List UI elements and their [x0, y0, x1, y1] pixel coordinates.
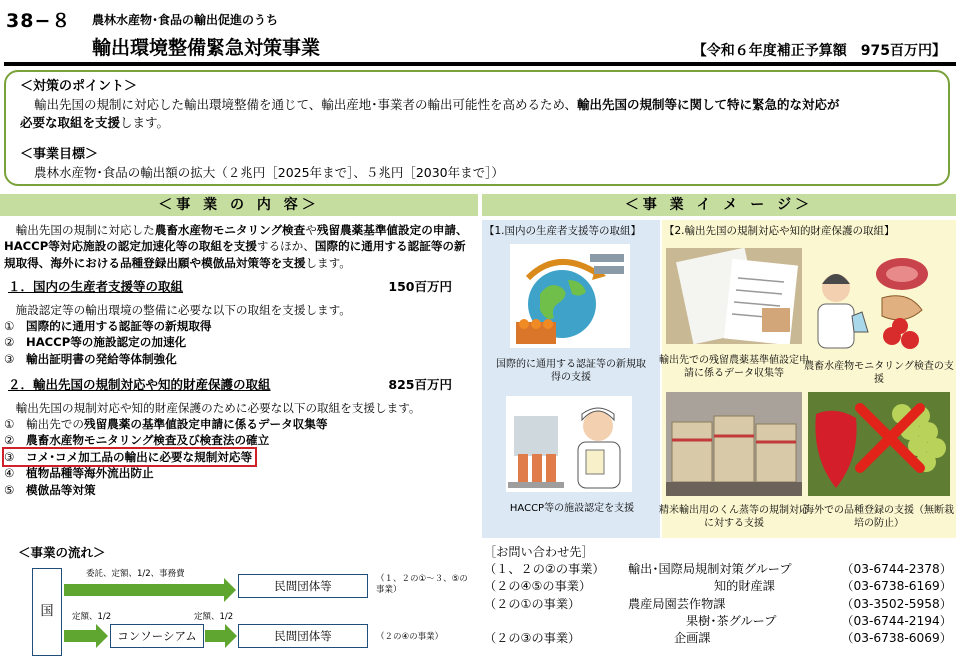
item1-desc: 施設認定等の輸出環境の整備に必要な以下の取組を支援します。 [15, 302, 351, 317]
list-num: ② [4, 335, 15, 350]
points-text-a: 輸出先国の規制に対応した輸出環境整備を通じて、輸出産地･事業者の輸出可能性を高めるため、 [34, 97, 578, 112]
policy-points-box [4, 70, 950, 186]
contact-business: （１、２の②の事業） [484, 562, 605, 577]
list-num: ⑤ [4, 482, 15, 497]
contact-phone: （03-3502-5958） [841, 596, 952, 611]
business-content-header: ＜事 業 の 内 容＞ [0, 194, 478, 216]
rice-bags-photo [666, 392, 802, 496]
contacts-heading: ［お問い合わせ先］ [484, 545, 594, 559]
list-text-b: 農畜水産物モニタリング検査及び検査法の確立 [26, 433, 270, 448]
item2-amount: 825百万円 [388, 377, 452, 393]
list-item [4, 449, 474, 465]
list-text: 国際的に通用する認証等の新規取得 [26, 319, 212, 334]
item1-list [4, 318, 474, 367]
intro-f: 国際的に通用する認証等の新規取得、海外における品種登録出願や模倣品対策等を支援 [4, 239, 466, 270]
flow-heading: ＜事業の流れ＞ [18, 545, 106, 560]
caption-residue-data: 輸出先での残留農薬基準値設定申請に係るデータ収集等 [659, 355, 809, 379]
domestic-support-panel [482, 220, 660, 538]
item2-heading [4, 377, 474, 393]
upper-flow-note: （１、２の①～３、⑤の事業） [376, 574, 468, 595]
list-item [4, 318, 474, 334]
points-text [20, 96, 934, 114]
points-text-b: 輸出先国の規制等に関して特に緊急的な対応が [577, 97, 840, 112]
globe-export-illustration [510, 244, 630, 348]
contact-business: （２の①の事業） [484, 596, 581, 611]
category1-label: 【1.国内の生産者支援等の取組】 [484, 225, 642, 237]
contact-row [484, 596, 954, 613]
intro-d: 残留農薬基準値設定の申請、HACCP等対応施設の認定加速化等の取組を支援 [4, 223, 468, 254]
business-image-header: ＜事 業 イ メ ー ジ＞ [482, 194, 956, 216]
upper-private-org-box: 民間団体等 [238, 574, 368, 598]
contact-phone: （03-6738-6169） [841, 579, 952, 594]
item2-desc: 輸出先国の規制対応や知的財産保護のために必要な以下の取組を支援します。 [15, 400, 421, 415]
intro-a: 輸出先国の規制に対応した [15, 223, 155, 237]
consortium-box: コンソーシアム [110, 624, 204, 648]
list-num: ④ [4, 466, 15, 481]
caption-fumigation: 精米輸出用のくん蒸等の規制対応に対する支援 [659, 505, 809, 529]
list-num: ① [4, 417, 15, 432]
list-num: ③ [4, 449, 15, 464]
variety-protection-photo [808, 392, 950, 496]
list-item [4, 432, 474, 448]
section-number: 38−８ [6, 10, 72, 32]
business-content [4, 222, 474, 498]
points-text-d: します。 [120, 115, 170, 130]
contact-phone: （03-6744-2194） [841, 613, 952, 628]
contact-dept: 農産局園芸作物課 [628, 596, 726, 611]
contact-phone: （03-6738-6069） [841, 630, 952, 645]
country-box: 国 [32, 568, 62, 656]
goal-heading: ＜事業目標＞ [20, 147, 99, 162]
upper-arrow [64, 584, 224, 596]
list-item [4, 351, 474, 367]
caption-certification: 国際的に通用する認証等の新規取得の支援 [496, 359, 646, 383]
monitoring-inspection-illustration [808, 254, 948, 354]
lower-private-org-box: 民間団体等 [238, 624, 368, 648]
list-num: ② [4, 433, 15, 448]
caption-variety-registration: 海外での品種登録の支援（無断栽培の防止） [804, 505, 954, 529]
list-num: ③ [4, 351, 15, 366]
list-item [4, 465, 474, 481]
contact-dept: 輸出･国際局規制対策グループ [628, 562, 792, 577]
contact-row [484, 630, 954, 647]
points-heading: ＜対策のポイント＞ [20, 79, 138, 94]
points-text-c: 必要な取組を支援 [20, 115, 121, 130]
contact-dept: 企画課 [674, 630, 711, 645]
points-text-line2 [20, 114, 934, 132]
list-item [4, 416, 474, 432]
list-text-b: 残留農薬の基準値設定申請に係るデータ収集等 [83, 417, 328, 432]
list-text-b: コメ･コメ加工品の輸出に必要な規制対応等 [26, 449, 253, 464]
intro-b: 農畜水産物モニタリング検査 [154, 223, 306, 237]
haccp-worker-illustration [506, 396, 632, 492]
documents-photo [666, 248, 802, 344]
header-subtitle: 農林水産物･食品の輸出促進のうち [92, 13, 279, 27]
list-num: ① [4, 319, 15, 334]
item2-title: ２．輸出先国の規制対応や知的財産保護の取組 [8, 377, 271, 393]
header-divider [4, 62, 956, 66]
caption-haccp: HACCP等の施設認定を支援 [509, 503, 635, 514]
intro-g: します。 [305, 255, 351, 270]
list-text-b: 模倣品等対策 [26, 482, 96, 497]
contact-business: （２の④⑤の事業） [484, 579, 592, 594]
lower-arrow2 [205, 630, 225, 642]
list-item [4, 334, 474, 350]
lower-flow-label2: 定額、1/2 [194, 612, 234, 622]
contact-business: （２の③の事業） [484, 630, 581, 645]
item1-title: １．国内の生産者支援等の取組 [8, 279, 184, 295]
caption-monitoring: 農畜水産物モニタリング検査の支援 [804, 361, 954, 385]
highlight-box [4, 449, 255, 465]
lower-flow-note: （２の④の事業） [376, 632, 444, 642]
category2-label: 【2.輸出先国の規制対応や知的財産保護の取組】 [664, 225, 895, 237]
lower-flow-label1: 定額、1/2 [72, 612, 112, 622]
contact-dept: 果樹･茶グループ [686, 613, 777, 628]
list-text-b: 植物品種等海外流出防止 [26, 466, 154, 481]
cross-mark-icon [850, 398, 930, 478]
budget-amount: 【令和６年度補正予算額 975百万円】 [692, 43, 946, 59]
list-text: 輸出証明書の発給等体制強化 [26, 351, 177, 366]
contact-row [484, 613, 954, 630]
page-title: 輸出環境整備緊急対策事業 [92, 37, 321, 59]
list-item [4, 482, 474, 498]
lower-arrow1 [64, 630, 96, 642]
contact-dept: 知的財産課 [714, 579, 775, 594]
contacts [484, 544, 954, 647]
regulation-ip-panel [659, 220, 956, 538]
list-text: HACCP等の施設認定の加速化 [26, 335, 187, 350]
item1-heading [4, 279, 474, 295]
intro-text [4, 222, 474, 271]
item2-list [4, 416, 474, 498]
item1-amount: 150百万円 [388, 279, 452, 295]
goal-text: 農林水産物･食品の輸出額の拡大（２兆円［2025年まで］、５兆円［2030年まで］） [34, 165, 504, 180]
upper-flow-label: 委託、定額、1/2、事務費 [86, 569, 185, 579]
contact-row [484, 578, 954, 595]
contact-phone: （03-6744-2378） [841, 562, 952, 577]
list-text-a: 輸出先での [26, 417, 84, 432]
intro-c: や [305, 223, 317, 237]
intro-e: するほか、 [256, 239, 315, 254]
contact-row [484, 561, 954, 578]
